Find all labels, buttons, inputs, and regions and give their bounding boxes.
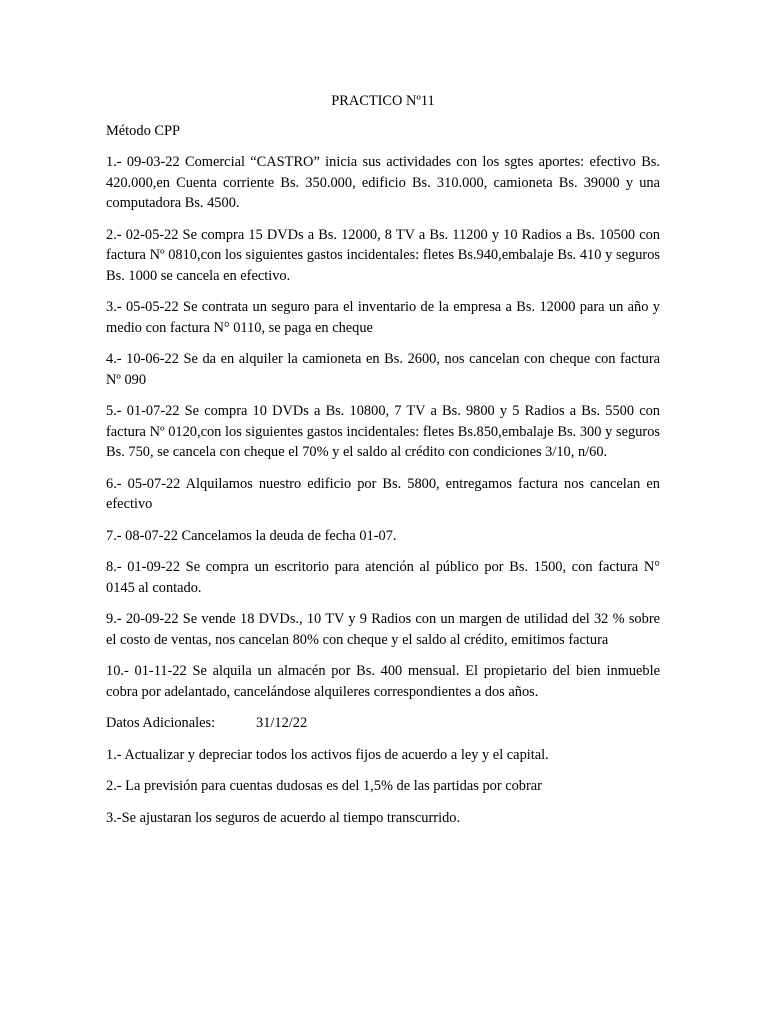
- additional-data-date: 31/12/22: [256, 715, 308, 731]
- transaction-item-4: 4.- 10-06-22 Se da en alquiler la camioneta en Bs. 2600, nos cancelan con cheque con factura Nº 090: [106, 351, 660, 388]
- transaction-item-10: 10.- 01-11-22 Se alquila un almacén por Bs. 400 mensual. El propietario del bien inmueble cobra por adelantado, cancelándose alquileres correspondientes a dos años.: [106, 663, 660, 700]
- transaction-item-3: 3.- 05-05-22 Se contrata un seguro para el inventario de la empresa a Bs. 12000 para un año y medio con factura N° 0110, se paga en cheque: [106, 299, 660, 336]
- transaction-item-5: 5.- 01-07-22 Se compra 10 DVDs a Bs. 10800, 7 TV a Bs. 9800 y 5 Radios a Bs. 5500 con factura Nº 0120,con los siguientes gastos incidentales: fletes Bs.850,embalaje Bs. 300 y seguros Bs. 750, se cancela con cheque el 70% y el saldo al crédito con condiciones 3/10, n/60.: [106, 403, 660, 460]
- transaction-item-8: 8.- 01-09-22 Se compra un escritorio para atención al público por Bs. 1500, con factura N° 0145 al contado.: [106, 559, 660, 596]
- additional-data-label: Datos Adicionales:: [106, 715, 216, 731]
- transaction-item-6: 6.- 05-07-22 Alquilamos nuestro edificio por Bs. 5800, entregamos factura nos cancelan en efectivo: [106, 475, 660, 512]
- document-title: PRACTICO Nº11: [331, 93, 435, 109]
- document-body: [106, 91, 660, 839]
- additional-data-heading: [106, 713, 660, 734]
- transaction-item-1: 1.- 09-03-22 Comercial “CASTRO” inicia sus actividades con los sgtes aportes: efectivo Bs. 420.000,en Cuenta corriente Bs. 350.000, edificio Bs. 310.000, camioneta Bs. 39000 y una computadora Bs. 4500.: [106, 154, 660, 211]
- transaction-item-2: 2.- 02-05-22 Se compra 15 DVDs a Bs. 12000, 8 TV a Bs. 11200 y 10 Radios a Bs. 10500 con factura Nº 0810,con los siguientes gastos incidentales: fletes Bs.940,embalaje Bs. 410 y seguros Bs. 1000 se cancela en efectivo.: [106, 226, 660, 284]
- transaction-item-7: 7.- 08-07-22 Cancelamos la deuda de fecha 01-07.: [106, 527, 397, 544]
- method-heading: Método CPP: [106, 122, 180, 139]
- transaction-item-9: 9.- 20-09-22 Se vende 18 DVDs., 10 TV y 9 Radios con un margen de utilidad del 32 % sobre el costo de ventas, nos cancelan 80% con cheque y el saldo al crédito, emitimos factura: [106, 611, 660, 648]
- additional-note-3: 3.-Se ajustaran los seguros de acuerdo al tiempo transcurrido.: [106, 809, 461, 826]
- additional-note-1: 1.- Actualizar y depreciar todos los activos fijos de acuerdo a ley y el capital.: [106, 746, 549, 763]
- additional-note-2: 2.- La previsión para cuentas dudosas es del 1,5% de las partidas por cobrar: [106, 778, 542, 794]
